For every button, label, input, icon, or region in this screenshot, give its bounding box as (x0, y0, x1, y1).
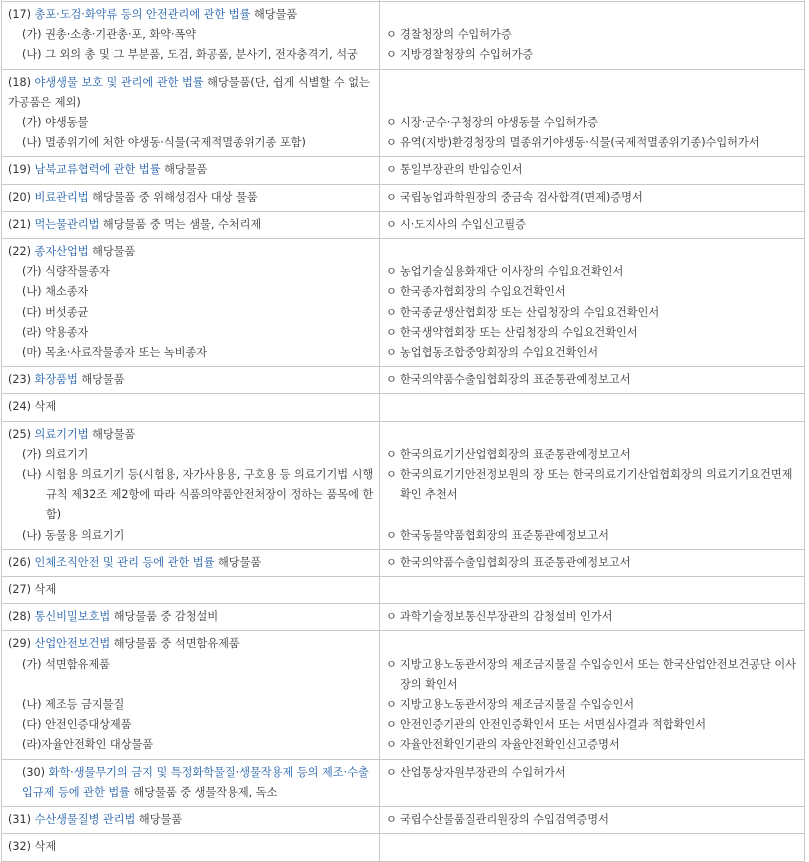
table-row (2, 549, 805, 576)
table-row (2, 184, 805, 211)
sub-item: (나) 시험용 의료기기 등(시험용, 자가사용용, 구호용 등 의료기기법 시행규칙 제32조 제2항에 따라 식품의약품안전처장이 정하는 품목에 한함) (22, 468, 374, 522)
sub-item: (나) 채소종자 (22, 285, 89, 299)
sub-item: (나) 그 외의 총 및 그 부분품, 도검, 화공품, 분사기, 전자충격기, 석궁 (22, 48, 358, 62)
row-suffix: 해당물품 (214, 555, 262, 569)
list-item: ㅇ 한국종균생산협회장 또는 산림청장의 수입요건확인서 (386, 303, 799, 323)
law-cell (2, 759, 380, 806)
bullet-icon: ㅇ (386, 657, 397, 671)
row-suffix: 해당물품 중 감청설비 (110, 610, 219, 624)
row-number: (22) (8, 245, 35, 259)
table-row (2, 69, 805, 157)
law-link[interactable]: 야생생물 보호 및 관리에 관한 법률 (34, 75, 204, 89)
bullet-icon: ㅇ (386, 265, 397, 279)
row-number: (27) 삭제 (8, 583, 57, 597)
table-row (2, 157, 805, 184)
sub-item: (가) 권총·소총·기관총·포, 화약·폭약 (22, 28, 197, 42)
law-link[interactable]: 수산생물질병 관리법 (34, 813, 136, 827)
bullet-icon: ㅇ (386, 610, 397, 624)
document-cell (380, 184, 805, 211)
list-item: ㅇ 국립농업과학원장의 중금속 검사합격(면제)증명서 (386, 188, 799, 208)
list-item: ㅇ 한국종자협회장의 수입요건확인서 (386, 282, 799, 302)
row-number: (23) (8, 373, 35, 387)
document-cell (380, 631, 805, 759)
law-cell (2, 394, 380, 421)
requirements-table (1, 0, 805, 862)
list-item: ㅇ 농업협동조합중앙회장의 수입요건확인서 (386, 343, 799, 363)
sub-item: (가) 야생동물 (22, 116, 89, 130)
list-item: ㅇ 한국동물약품협회장의 표준통관예정보고서 (386, 526, 799, 546)
document-cell (380, 367, 805, 394)
list-item: ㅇ 통일부장관의 반입승인서 (386, 160, 799, 180)
table-row (2, 631, 805, 759)
list-item: ㅇ 한국의약품수출입협회장의 표준통관예정보고서 (386, 370, 799, 390)
sub-item: (가) 식량작물종자 (22, 265, 110, 279)
row-number: (25) (8, 427, 35, 441)
document-cell (380, 604, 805, 631)
list-item: ㅇ 지방경찰청장의 수입허가증 (386, 45, 799, 65)
list-item: ㅇ 국립수산물품질관리원장의 수입검역증명서 (386, 810, 799, 830)
bullet-icon: ㅇ (386, 28, 397, 42)
law-link[interactable]: 종자산업법 (34, 245, 89, 259)
bullet-icon: ㅇ (386, 765, 397, 779)
law-cell (2, 807, 380, 834)
law-cell (2, 367, 380, 394)
sub-item: (라) 약용종자 (22, 325, 89, 339)
table-row (2, 394, 805, 421)
bullet-icon: ㅇ (386, 698, 397, 712)
table-row (2, 239, 805, 367)
bullet-icon: ㅇ (386, 373, 397, 387)
law-cell (2, 184, 380, 211)
row-number: (30) (22, 765, 49, 779)
law-cell (2, 631, 380, 759)
document-cell (380, 2, 805, 70)
row-suffix: 해당물품 (77, 373, 125, 387)
list-item: ㅇ 유역(지방)환경청장의 멸종위기야생동·식물(국제적멸종위기종)수입허가서 (386, 133, 799, 153)
table-row (2, 367, 805, 394)
list-item: ㅇ 한국의약품수출입협회장의 표준통관예정보고서 (386, 553, 799, 573)
bullet-icon: ㅇ (386, 555, 397, 569)
bullet-icon: ㅇ (386, 528, 397, 542)
list-item: ㅇ 지방고용노동관서장의 제조금지물질 수입승인서 (386, 695, 799, 715)
row-suffix: 해당물품 (135, 813, 183, 827)
bullet-icon: ㅇ (386, 738, 397, 752)
sub-item: (나) 동물용 의료기기 (22, 528, 125, 542)
row-number: (18) (8, 75, 35, 89)
table-row (2, 577, 805, 604)
bullet-icon: ㅇ (386, 115, 397, 129)
table-row (2, 759, 805, 806)
list-item: ㅇ 산업통상자원부장관의 수입허가서 (386, 763, 799, 783)
law-cell (2, 834, 380, 861)
sub-item: (가) 의료기기 (22, 447, 89, 461)
document-cell (380, 421, 805, 549)
bullet-icon: ㅇ (386, 468, 397, 482)
table-row (2, 2, 805, 70)
row-suffix: 해당물품 중 석면함유제품 (110, 637, 240, 651)
bullet-icon: ㅇ (386, 217, 397, 231)
document-cell (380, 549, 805, 576)
law-cell (2, 69, 380, 157)
law-link[interactable]: 비료관리법 (34, 190, 89, 204)
list-item: ㅇ 경찰청장의 수입허가증 (386, 25, 799, 45)
law-link[interactable]: 인체조직안전 및 관리 등에 관한 법률 (34, 555, 215, 569)
sub-item: (나) 제조등 금지물질 (22, 698, 125, 712)
bullet-icon: ㅇ (386, 325, 397, 339)
law-link[interactable]: 총포·도검·화약류 등의 안전관리에 관한 법률 (34, 8, 251, 21)
list-item: ㅇ 과학기술정보통신부장관의 감청설비 인가서 (386, 607, 799, 627)
bullet-icon: ㅇ (386, 48, 397, 62)
bullet-icon: ㅇ (386, 346, 397, 360)
row-number: (28) (8, 610, 35, 624)
bullet-icon: ㅇ (386, 305, 397, 319)
bullet-icon: ㅇ (386, 813, 397, 827)
table-row (2, 604, 805, 631)
sub-item: (라)자율안전확인 대상물품 (22, 738, 154, 752)
sub-item: (다) 버섯종균 (22, 305, 89, 319)
law-link[interactable]: 통신비밀보호법 (34, 610, 111, 624)
document-cell (380, 577, 805, 604)
list-item: ㅇ 한국의료기기산업협회장의 표준통관예정보고서 (386, 445, 799, 465)
row-suffix: 해당물품 (160, 163, 208, 177)
law-cell (2, 577, 380, 604)
bullet-icon: ㅇ (386, 447, 397, 461)
sub-item: (마) 목초·사료작물종자 또는 녹비종자 (22, 346, 208, 360)
law-link[interactable]: 남북교류협력에 관한 법률 (34, 163, 161, 177)
row-number: (17) (8, 8, 35, 21)
list-item: ㅇ 한국생약협회장 또는 산림청장의 수입요건확인서 (386, 323, 799, 343)
table-row (2, 421, 805, 549)
bullet-icon: ㅇ (386, 285, 397, 299)
bullet-icon: ㅇ (386, 190, 397, 204)
row-suffix: 해당물품 중 먹는 샘물, 수처리제 (99, 217, 262, 231)
row-number: (32) 삭제 (8, 840, 57, 854)
law-cell (2, 239, 380, 367)
law-cell (2, 604, 380, 631)
row-number: (31) (8, 813, 35, 827)
list-item: ㅇ 시장·군수·구청장의 야생동물 수입허가증 (386, 113, 799, 133)
law-link[interactable]: 의료기기법 (34, 427, 89, 441)
law-cell (2, 549, 380, 576)
law-link[interactable]: 화학·생물무기의 금지 및 특정화학물질·생물작용제 등의 제조·수출입규제 등에 관한 법률 (22, 765, 369, 799)
law-link[interactable]: 산업안전보건법 (34, 637, 111, 651)
table-row (2, 211, 805, 238)
row-suffix: 해당물품(단, 쉽게 식별할 수 없는 가공품은 제외) (8, 75, 370, 109)
sub-item: (나) 멸종위기에 처한 야생동·식물(국제적멸종위기종 포함) (22, 136, 306, 150)
list-item: ㅇ 자율안전확인기관의 자율안전확인신고증명서 (386, 735, 799, 755)
table-row (2, 807, 805, 834)
sub-item: (다) 안전인증대상제품 (22, 718, 132, 732)
list-item: ㅇ 지방고용노동관서장의 제조금지물질 수입승인서 또는 한국산업안전보건공단 이사장의 확인서 (386, 655, 799, 695)
document-cell (380, 239, 805, 367)
law-cell (2, 421, 380, 549)
row-suffix: 해당물품 중 위해성검사 대상 물품 (88, 190, 258, 204)
row-number: (29) (8, 637, 35, 651)
row-number: (26) (8, 555, 35, 569)
table-row (2, 834, 805, 861)
list-item: ㅇ 안전인증기관의 안전인증확인서 또는 서면심사결과 적합확인서 (386, 715, 799, 735)
document-cell (380, 807, 805, 834)
row-number: (19) (8, 163, 35, 177)
law-link[interactable]: 화장품법 (34, 373, 78, 387)
row-suffix: 해당물품 (250, 8, 298, 21)
row-suffix: 해당물품 (88, 427, 136, 441)
law-cell (2, 2, 380, 70)
list-item: ㅇ 시·도지사의 수입신고필증 (386, 215, 799, 235)
document-cell (380, 394, 805, 421)
bullet-icon: ㅇ (386, 136, 397, 150)
document-cell (380, 211, 805, 238)
law-cell (2, 157, 380, 184)
document-cell (380, 834, 805, 861)
document-cell (380, 759, 805, 806)
bullet-icon: ㅇ (386, 718, 397, 732)
bullet-icon: ㅇ (386, 163, 397, 177)
sub-item: (가) 석면함유제품 (22, 657, 110, 671)
document-cell (380, 157, 805, 184)
law-link[interactable]: 먹는물관리법 (34, 217, 100, 231)
law-cell (2, 211, 380, 238)
row-number: (20) (8, 190, 35, 204)
row-suffix: 해당물품 (88, 245, 136, 259)
list-item: ㅇ 한국의료기기안전정보원의 장 또는 한국의료기기산업협회장의 의료기기요건면제확인 추천서 (386, 465, 799, 505)
row-number: (21) (8, 217, 35, 231)
document-cell (380, 69, 805, 157)
row-number: (24) 삭제 (8, 400, 57, 414)
list-item: ㅇ 농업기술실용화재단 이사장의 수입요건확인서 (386, 262, 799, 282)
row-suffix: 해당물품 중 생물작용제, 독소 (129, 785, 278, 799)
